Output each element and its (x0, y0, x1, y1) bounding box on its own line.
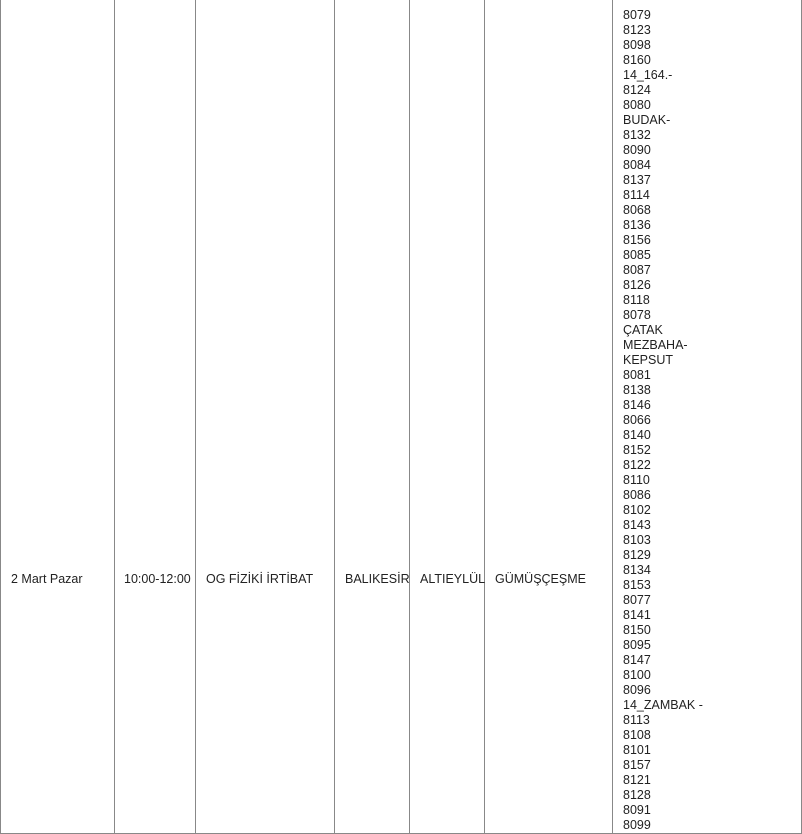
feeder-code: 8103 (623, 533, 651, 547)
feeder-code: 8126 (623, 278, 651, 292)
feeder-code: 8128 (623, 788, 651, 802)
outage-district: ALTIEYLÜL (420, 572, 486, 586)
feeder-code: 8100 (623, 668, 651, 682)
feeder-code: 8121 (623, 773, 651, 787)
feeder-code: 8140 (623, 428, 651, 442)
feeder-code: 8066 (623, 413, 651, 427)
feeder-code: 8079 (623, 8, 651, 22)
city-cell (335, 0, 410, 834)
feeder-code: 8146 (623, 398, 651, 412)
feeder-code: 8080 (623, 98, 651, 112)
feeder-code: 8137 (623, 173, 651, 187)
feeder-code: 8084 (623, 158, 651, 172)
feeder-code: 8078 (623, 308, 651, 322)
feeder-code: 8156 (623, 233, 651, 247)
feeder-code: 8143 (623, 518, 651, 532)
feeder-code: 8096 (623, 683, 651, 697)
feeder-code: 8110 (623, 473, 650, 487)
feeder-code: 8122 (623, 458, 651, 472)
date-cell (1, 0, 115, 834)
feeder-code: 8136 (623, 218, 651, 232)
feeder-code: 8147 (623, 653, 651, 667)
outage-city: BALIKESİR (345, 572, 410, 586)
feeder-code: 8160 (623, 53, 651, 67)
feeder-code: 8150 (623, 623, 651, 637)
feeder-code: 8132 (623, 128, 651, 142)
feeder-code: 8138 (623, 383, 651, 397)
outage-time-range: 10:00-12:00 (124, 572, 191, 586)
neighborhood-cell (485, 0, 613, 834)
feeder-code: 8114 (623, 188, 650, 202)
feeder-code (623, 0, 801, 8)
time-cell (115, 0, 196, 834)
feeder-code: ÇATAK (623, 323, 663, 337)
feeder-code: 8086 (623, 488, 651, 502)
feeder-code: 8118 (623, 293, 650, 307)
table-row (1, 0, 802, 834)
feeder-code: 8124 (623, 83, 651, 97)
feeder-code: 8101 (623, 743, 651, 757)
feeder-code: 8123 (623, 23, 651, 37)
feeder-code: 8068 (623, 203, 651, 217)
district-cell (410, 0, 485, 834)
feeder-code: 8129 (623, 548, 651, 562)
feeder-code: 14_164.- (623, 68, 673, 82)
feeder-code: 8157 (623, 758, 651, 772)
type-cell (196, 0, 335, 834)
outage-neighborhood: GÜMÜŞÇEŞME (495, 572, 586, 586)
feeder-code: BUDAK- (623, 113, 671, 127)
feeder-code: 14_ZAMBAK - (623, 698, 703, 712)
feeder-code: MEZBAHA- (623, 338, 688, 352)
feeder-code: 8108 (623, 728, 651, 742)
feeder-code: 8113 (623, 713, 650, 727)
feeder-code: 8102 (623, 503, 651, 517)
feeder-code: 8141 (623, 608, 651, 622)
feeder-list-cell (613, 0, 802, 834)
feeder-code: 8134 (623, 563, 651, 577)
feeder-code: 8098 (623, 38, 651, 52)
feeder-code: 8095 (623, 638, 651, 652)
feeder-code: 8087 (623, 263, 651, 277)
feeder-code: 8153 (623, 578, 651, 592)
feeder-code: 8090 (623, 143, 651, 157)
feeder-code: 8091 (623, 803, 651, 817)
feeder-code: 8099 (623, 818, 651, 832)
feeder-code: 8152 (623, 443, 651, 457)
feeder-code: 8081 (623, 368, 651, 382)
outage-type: OG FİZİKİ İRTİBAT (206, 572, 314, 586)
outage-date: 2 Mart Pazar (11, 572, 83, 586)
feeder-code: 8085 (623, 248, 651, 262)
feeder-code: 8077 (623, 593, 651, 607)
feeder-code: KEPSUT (623, 353, 674, 367)
